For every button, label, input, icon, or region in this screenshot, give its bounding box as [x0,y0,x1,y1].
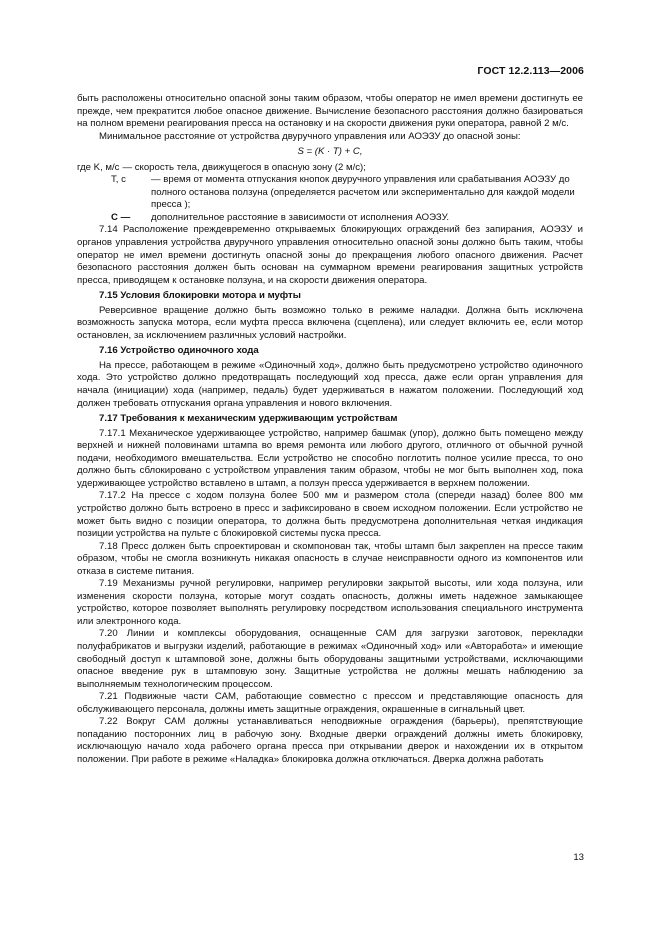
paragraph-7-21: 7.21 Подвижные части САМ, работающие совместно с прессом и представляющие опасность для обслуживающего персонала, должны иметь защитные ограждения, окрашенные в сигнальный цвет. [77,691,583,715]
legend-desc-c: дополнительное расстояние в зависимости от исполнения АОЭЗУ. [151,211,450,223]
heading-7-16: 7.16 Устройство одиночного хода [99,345,259,357]
paragraph-min-distance: Минимальное расстояние от устройства двуручного управления или АОЭЗУ до опасной зоны: [99,130,521,142]
heading-7-17: 7.17 Требования к механическим удерживающим устройствам [99,413,398,425]
legend-desc-t: — время от момента отпускания кнопок двуручного управления или срабатывания АОЭЗУ до полного останова ползуна (определяется расчетом или экспериментально для каждой модели пресса ); [151,174,575,211]
formula-legend-k [77,162,583,175]
paragraph-7-17-1: 7.17.1 Механическое удерживающее устройство, например башмак (упор), должно быть помещено между верхней и нижней половинами штампа во время ремонта или любого другого, отличного от обычной ручной подачи, необходимого вмешательства. Если устройство не способно поглотить полное усилие пресса, то оно должно быть сблокировано с устройством управления таким образом, чтобы не мог быть выполнен ход, пока удерживающее устройство вставлено в штамп, а ползун пресса удерживается в верхнем положении. [77,427,583,489]
page-number: 13 [573,852,584,863]
legend-term-k: где K, м/с [77,161,120,173]
legend-term-t: T, с [111,174,126,186]
paragraph-7-15-body: Реверсивное вращение должно быть возможно только в режиме наладки. Должна быть исключена возможность запуска мотора, если муфта пресса включена (сцеплена), или следует включить ее, если мотор остановлен, за исключением различных условий настройки. [77,304,583,341]
legend-term-c: C — [111,211,131,223]
formula-legend-t [77,174,583,212]
paragraph-7-14: 7.14 Расположение преждевременно открываемых блокирующих ограждений без запирания, АОЭЗУ и органов управления устройства двуручного управления относительно опасной зоны должно быть таким, чтобы оператор не имел времени достигнуть опасной зоны до прекращения любого опасного движения. Расчет безопасного расстояния должен быть основан на суммарном времени реагирования защитных устройств пресса, приводящем к остановке ползуна, и на скорости движения оператора. [77,224,583,286]
legend-desc-k: — скорость тела, движущегося в опасную зону (2 м/с); [122,161,366,173]
paragraph-7-20: 7.20 Линии и комплексы оборудования, оснащенные САМ для загрузки заготовок, перекладки полуфабрикатов и выгрузки изделий, работающие в режимах «Одиночный ход» или «Авторабота» и имеющие свободный доступ к штамповой зоне, должны быть оборудованы защитными устройствами, исключающими опасное введение рук в штамповую зону. Защитные устройства не должны мешать наблюдению за выполняемым технологическим процессом. [77,628,583,690]
formula: S = (K · T) + C, [297,146,363,158]
paragraph-7-17-2: 7.17.2 На прессе с ходом ползуна более 500 мм и размером стола (спереди назад) более 800 мм устройство должно быть встроено в пресс и зафиксировано в своем исходном положении. Если устройство не может быть видно с позиции оператора, то должна быть предусмотрена дополнительная четкая индикация позиции устройства на пульте с блокировкой системы пуска пресса. [77,490,583,540]
document-body [77,93,583,766]
paragraph-7-22: 7.22 Вокруг САМ должны устанавливаться неподвижные ограждения (барьеры), препятствующие попаданию посторонних лиц в рабочую зону. Входные дверки ограждений должны иметь блокировку, исключающую начало хода рабочего органа пресса при открывании дверок и нахождении их в открытом положении. При работе в режиме «Наладка» блокировка должна отключаться. Дверка должна работать [77,716,583,765]
formula-legend-c [77,212,583,225]
heading-7-15: 7.15 Условия блокировки мотора и муфты [99,290,301,302]
paragraph-7-18: 7.18 Пресс должен быть спроектирован и скомпонован так, чтобы штамп был закреплен на прессе таким образом, чтобы не смогла возникнуть никакая опасность в случае неисправности одного из компонентов или отказа в системе питания. [77,540,583,577]
paragraph-continuation: быть расположены относительно опасной зоны таким образом, чтобы оператор не имел времени достигнуть ее прежде, чем прекратится любое опасное движение. Вычисление безопасного расстояния должно базироваться на полном времени реагирования пресса на остановку и на скорости движения руки оператора, равной 2 м/с. [77,93,583,130]
paragraph-7-19: 7.19 Механизмы ручной регулировки, например регулировки закрытой высоты, или хода ползуна, или изменения скорости ползуна, которые могут создать опасность, должны иметь надежное замыкающее устройство, которое позволяет выполнять регулировку посредством использования специального инструмента или электронного кода. [77,578,583,627]
paragraph-7-16-body: На прессе, работающем в режиме «Одиночный ход», должно быть предусмотрено устройство одиночного хода. Это устройство должно предотвращать последующий ход пресса, даже если орган управления для начала (инициации) хода (например, педаль) будет удерживаться в нажатом положении. Последующий ход должен требовать отпускания органа управления и нового включения. [77,359,583,409]
document-header-title: ГОСТ 12.2.113—2006 [477,65,584,77]
